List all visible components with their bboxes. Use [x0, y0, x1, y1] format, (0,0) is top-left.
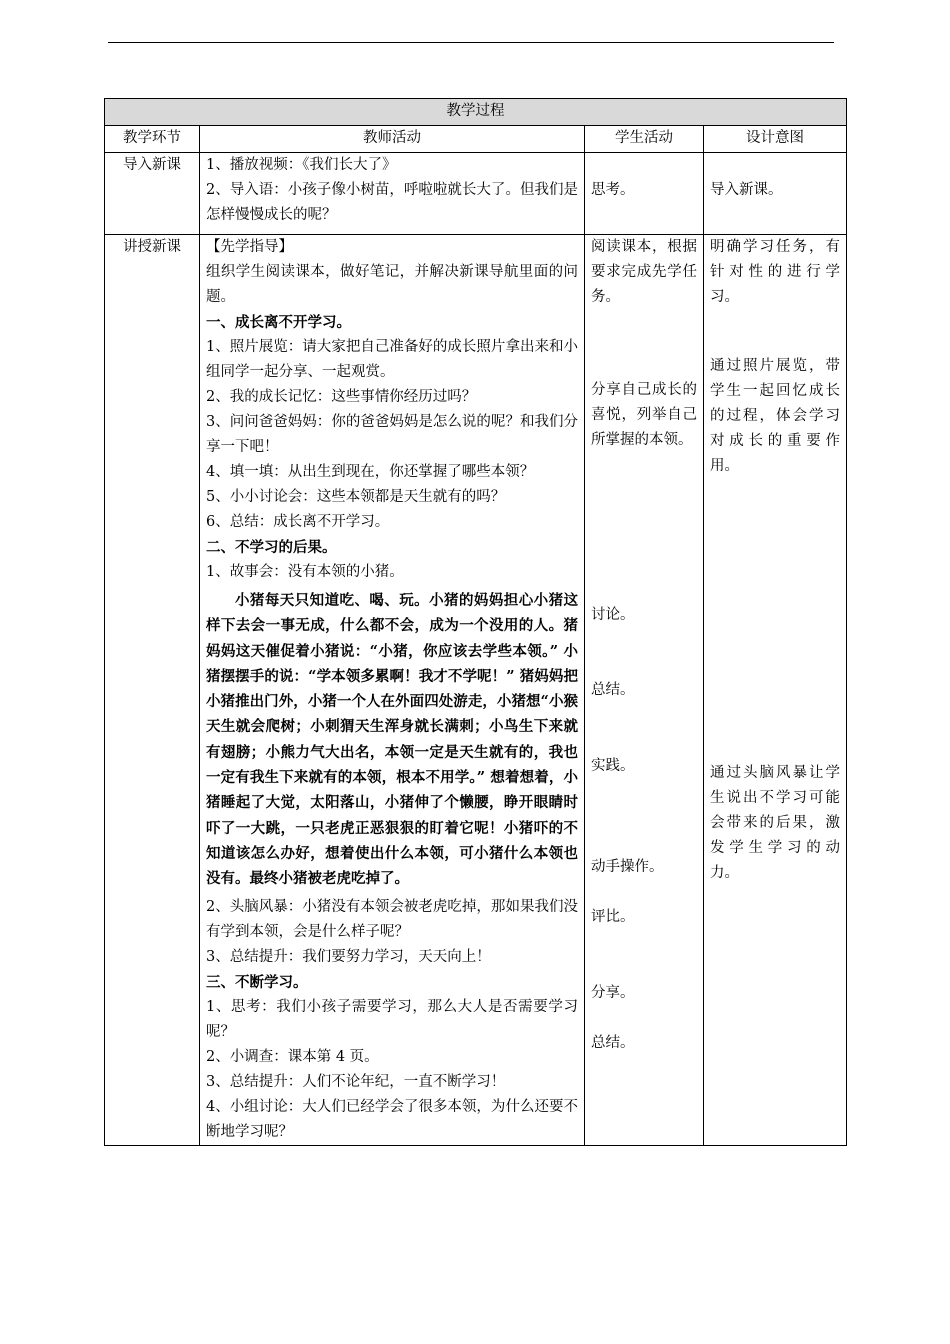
student-activity-7: 评比。 [591, 909, 635, 925]
section1-title: 一、成长离不开学习。 [206, 314, 351, 331]
guide-text: 组织学生阅读课本，做好笔记，并解决新课导航里面的问题。 [206, 264, 578, 305]
section3-item-4: 4、小组讨论：大人们已经学会了很多本领，为什么还要不断地学习呢？ [206, 1098, 578, 1140]
student-intro-text: 思考。 [591, 182, 635, 198]
student-activity-4: 总结。 [591, 682, 635, 698]
header-rule [108, 42, 834, 43]
intent-intro [704, 153, 847, 235]
student-activity-9: 总结。 [591, 1035, 635, 1051]
student-activity-8: 分享。 [591, 985, 635, 1001]
section2-item-2: 2、头脑风暴：小猪没有本领会被老虎吃掉，那如果我们没有学到本领，会是什么样子呢？ [206, 898, 578, 940]
student-activity-1: 阅读课本，根据要求完成先学任务。 [591, 239, 697, 305]
table-title: 教学过程 [105, 99, 847, 126]
section1-item-3: 3、问问爸爸妈妈：你的爸爸妈妈是怎么说的呢？和我们分享一下吧！ [206, 414, 578, 455]
intent-intro-text: 导入新课。 [710, 182, 783, 198]
guide-title: 【先学指导】 [206, 239, 293, 255]
section2-title: 二、不学习的后果。 [206, 539, 337, 556]
table-row-intro [105, 153, 847, 235]
stage-intro: 导入新课 [105, 153, 200, 235]
table-row-lesson [105, 235, 847, 1146]
student-activity-6: 动手操作。 [591, 859, 664, 875]
student-activity-2: 分享自己成长的喜悦，列举自己所掌握的本领。 [591, 382, 697, 448]
intro-item-2: 2、导入语：小孩子像小树苗，呼啦啦就长大了。但我们是怎样慢慢成长的呢？ [206, 182, 578, 223]
section3-item-2: 2、小调查：课本第 4 页。 [206, 1048, 379, 1065]
section1-item-2: 2、我的成长记忆：这些事情你经历过吗？ [206, 389, 477, 405]
teaching-process-table [104, 98, 847, 1146]
table-header-row [105, 126, 847, 153]
section3-item-3: 3、总结提升：人们不论年纪，一直不断学习！ [206, 1073, 506, 1090]
student-activity-3: 讨论。 [591, 607, 635, 623]
header-stage: 教学环节 [105, 126, 200, 153]
story-text: 小猪每天只知道吃、喝、玩。小猪的妈妈担心小猪这样下去会一事无成，什么都不会，成为一个没用的人。猪妈妈这天催促着小猪说：“小猪，你应该去学些本领。” 小猪摆摆手的说：“学本领多累啊！我才不学呢！” 猪妈妈把小猪推出门外，小猪一个人在外面四处游走，小猪想“小猴天生就会爬树；小刺猬天生浑身就长满刺；小鸟生下来就有翅膀；小熊力气大出名，本领一定是天生就有的，我也一定有我生下来就有的本领，根本不用学。” 想着想着，小猪睡起了大觉，太阳落山，小猪伸了个懒腰，睁开眼睛时吓了一大跳，一只老虎正恶狠狠的盯着它呢！小猪吓的不知道该怎么办好，想着使出什么本领，可小猪什么本领也没有。最终小猪被老虎吃掉了。 [206, 592, 578, 888]
student-intro [585, 153, 704, 235]
intro-item-1: 1、播放视频：《我们长大了》 [206, 157, 397, 173]
teacher-intro [200, 153, 585, 235]
student-activity-5: 实践。 [591, 758, 635, 774]
section2-item-1: 1、故事会：没有本领的小猪。 [206, 564, 404, 580]
header-intent: 设计意图 [704, 126, 847, 153]
section1-item-1: 1、照片展览：请大家把自己准备好的成长照片拿出来和小组同学一起分享、一起观赏。 [206, 339, 578, 380]
section3-title: 三、不断学习。 [206, 973, 308, 991]
stage-lesson: 讲授新课 [105, 235, 200, 1146]
intent-3: 通过头脑风暴让学生说出不学习可能会带来的后果，激发学生学习的动力。 [710, 765, 840, 881]
section3-item-1: 1、思考：我们小孩子需要学习，那么大人是否需要学习呢？ [206, 998, 578, 1040]
student-lesson [585, 235, 704, 1146]
header-teacher: 教师活动 [200, 126, 585, 153]
teacher-lesson [200, 235, 585, 1146]
table-title-row [105, 99, 847, 126]
section2-item-3: 3、总结提升：我们要努力学习，天天向上！ [206, 948, 491, 965]
section1-item-6: 6、总结：成长离不开学习。 [206, 514, 390, 530]
intent-lesson [704, 235, 847, 1146]
intent-1: 明确学习任务，有针对性的进行学习。 [710, 239, 840, 305]
intent-2: 通过照片展览，带学生一起回忆成长的过程，体会学习对成长的重要作用。 [710, 358, 840, 474]
section1-item-5: 5、小小讨论会：这些本领都是天生就有的吗？ [206, 489, 506, 505]
header-student: 学生活动 [585, 126, 704, 153]
section1-item-4: 4、填一填：从出生到现在，你还掌握了哪些本领？ [206, 464, 535, 480]
